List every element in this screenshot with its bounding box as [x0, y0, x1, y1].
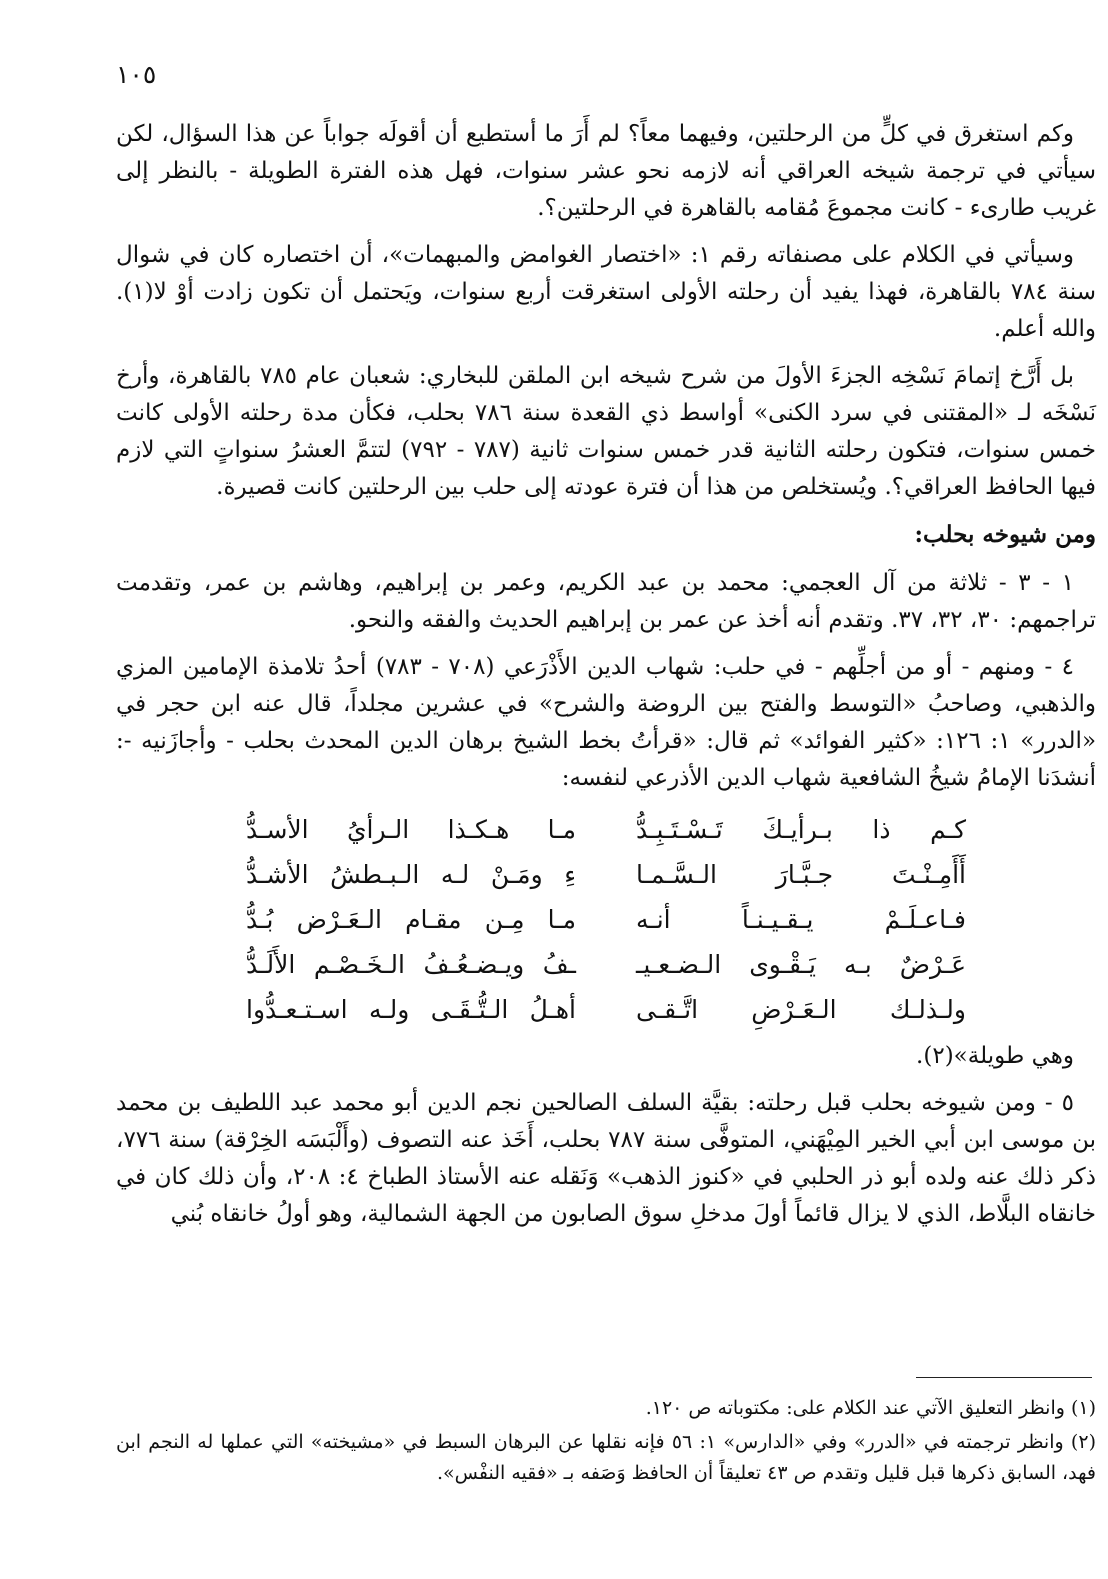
footnote-separator — [916, 1377, 1092, 1378]
entry-paragraph: ٤ - ومنهم - أو من أجلِّهم - في حلب: شهاب الدين الأَذْرَعي (٧٠٨ - ٧٨٣) أحدُ تلامذة الإمامين المزي والذهبي، وصاحبُ «التوسط والفتح بين الروضة والشرح» في عشرين مجلداً، قال عنه ابن حجر في «الدرر» ١: ١٢٦: «كثير الفوائد» ثم قال: «قرأتُ بخط الشيخ برهان الدين المحدث بحلب - وأجازَنيه -: أنشدَنا الإمامُ شيخُ الشافعية شهاب الدين الأذرعي لنفسه: — [116, 654, 1097, 791]
verse-second-half: مـا مِـن مقـام الـعَـرْض بُـدُّ — [246, 905, 576, 934]
main-text — [116, 116, 1096, 1243]
paragraph: بل أَرَّخ إتمامَ نَسْخِه الجزءَ الأولَ من شرح شيخه ابن الملقن للبخاري: شعبان عام ٧٨٥ بالقاهرة، وأرخ نَسْخَه لـ «المقتنى في سرد الكنى» أواسط ذي القعدة سنة ٧٨٦ بحلب، فكأن مدة رحلته الأولى كانت خمس سنوات، فتكون رحلته الثانية قدر خمس سنوات ثانية (٧٨٧ - ٧٩٢) لتتمَّ العشرُ سنواتٍ التي لازم فيها الحافظ العراقي؟. ويُستخلص من هذا أن فترة عودته إلى حلب بين الرحلتين كانت قصيرة. — [116, 363, 1096, 500]
poem-verse — [116, 897, 1096, 942]
entry-paragraph: ١ - ٣ - ثلاثة من آل العجمي: محمد بن عبد الكريم، وعمر بن إبراهيم، وهاشم بن عمر، وتقدمت تراجمهم: ٣٠، ٣٢، ٣٧. وتقدم أنه أخذ عن عمر بن إبراهيم الحديث والفقه والنحو. — [116, 570, 1096, 633]
verse-second-half: ـفُ ويـضـعُـفُ الـخَـصْـم الأَلَـدُّ — [246, 950, 576, 979]
verse-first-half: عَـرْضٌ بـه يَـقْـوى الـضـعـيـ — [636, 950, 966, 979]
paragraph: وسيأتي في الكلام على مصنفاته رقم ١: «اختصار الغوامض والمبهمات»، أن اختصاره كان في شوال سنة ٧٨٤ بالقاهرة، فهذا يفيد أن رحلته الأولى استغرقت أربع سنوات، ويَحتمل أن تكون زادت أوْ لا(١). والله أعلم. — [116, 242, 1096, 342]
page-number: ١٠٥ — [116, 60, 157, 89]
poem — [116, 807, 1096, 1032]
poem-verse — [116, 987, 1096, 1032]
poem-verse — [116, 942, 1096, 987]
footnotes — [116, 1393, 1096, 1492]
verse-second-half: مـا هـكـذا الـرأيُ الأسـدُّ — [246, 815, 576, 844]
verse-first-half: أَأَمِـنْـتَ جـبَّـارَ الـسَّـمـا — [636, 860, 966, 889]
verse-second-half: ءِ ومَـنْ لـه الـبـطشُ الأشـدُّ — [246, 860, 576, 889]
footnote: (١) وانظر التعليق الآتي عند الكلام على: مكتوباته ص ١٢٠. — [645, 1397, 1096, 1419]
footnote: (٢) وانظر ترجمته في «الدرر» وفي «الدارس» ١: ٥٦ فإنه نقلها عن البرهان السبط في «مشيخته» التي عملها له النجم ابن فهد، السابق ذكرها قبل قليل وتقدم ص ٤٣ تعليقاً أن الحافظ وَصَفه بـ «فقيه النفْس». — [116, 1431, 1096, 1484]
verse-first-half: فـاعـلَـمْ يـقـيـنـاً أنـه — [636, 905, 966, 934]
poem-verse — [116, 852, 1096, 897]
verse-second-half: أهـلُ الـتُّـقَـى ولـه اسـتـعـدُّوا — [246, 995, 576, 1024]
verse-first-half: كـم ذا بـرأيـكَ تَـسْـتَـبِـدُّ — [636, 815, 966, 844]
verse-first-half: ولـذلـك الـعَـرْضِ اتَّـقـى — [636, 995, 966, 1024]
paragraph: وهي طويلة»(٢). — [916, 1043, 1074, 1069]
section-heading: ومن شيوخه بحلب: — [914, 521, 1096, 548]
paragraph: وكم استغرق في كلٍّ من الرحلتين، وفيهما معاً؟ لم أَرَ ما أستطيع أن أقولَه جواباً عن هذا السؤال، لكن سيأتي في ترجمة شيخه العراقي أنه لازمه نحو عشر سنوات، فهل هذه الفترة الطويلة - بالنظر إلى غريب طارىء - كانت مجموعَ مُقامه بالقاهرة في الرحلتين؟. — [116, 121, 1096, 221]
entry-paragraph: ٥ - ومن شيوخه بحلب قبل رحلته: بقيَّة السلف الصالحين نجم الدين أبو محمد عبد اللطيف بن محمد بن موسى ابن أبي الخير المِيْهَني، المتوفَّى سنة ٧٨٧ بحلب، أَخَذ عنه التصوف (وأَلْبَسَه الخِرْقة) سنة ٧٧٦، ذكر ذلك عنه ولده أبو ذر الحلبي في «كنوز الذهب» وَنَقله عنه الأستاذ الطباخ ٤: ٢٠٨، وأن ذلك كان في خانقاه البلَّاط، الذي لا يزال قائماً أولَ مدخلِ سوق الصابون من الجهة الشمالية، وهو أولُ خانقاه بُني — [116, 1090, 1096, 1227]
poem-verse — [116, 807, 1096, 852]
